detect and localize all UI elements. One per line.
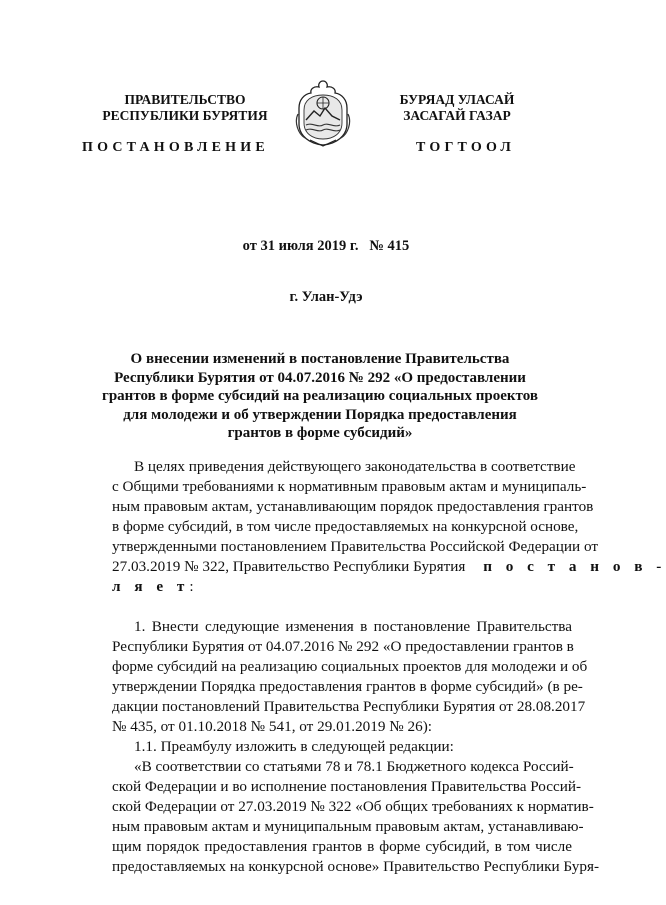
issuer-line-1-bua: БУРЯАД УЛАСАЙ [399, 92, 515, 107]
text-line: утвержденными постановлением Правительства Российской Федерации от [112, 538, 598, 555]
item-1-1-line: 1.1. Преамбулу изложить в следующей редакции: [134, 738, 454, 755]
text-line: ской Федерации и во исполнение постановления Правительства Россий- [112, 778, 582, 795]
text-line: 1. Внести следующие изменения в постановление Правительства [134, 618, 572, 635]
title-line: грантов в форме субсидий» [227, 425, 413, 441]
document-type-ru: ПОСТАНОВЛЕНИЕ [82, 140, 269, 155]
city: г. Улан-Удэ [289, 289, 363, 305]
text-line: дакции постановлений Правительства Республики Бурятия от 28.08.2017 [112, 698, 586, 715]
text-fragment: 27.03.2019 № 322, Правительство Республики Бурятия [112, 558, 466, 575]
text-line: ным правовым актам и муниципальным правовым актам, устанавливаю- [112, 818, 584, 835]
text-line: предоставляемых на конкурсной основе» Правительство Республики Буря- [112, 858, 600, 875]
text-line: ным правовым актам, устанавливающим порядок предоставления грантов [112, 498, 594, 515]
resolves-spaced-word-end: л я е т [112, 578, 190, 595]
issuer-line-1: ПРАВИТЕЛЬСТВО [124, 92, 246, 107]
text-line: форме субсидий на реализацию социальных проектов для молодежи и об [112, 658, 588, 675]
title-line: грантов в форме субсидий на реализацию социальных проектов [102, 388, 538, 404]
text-line: в форме субсидий, в том числе предоставляемых на конкурсной основе, [112, 518, 579, 535]
coat-of-arms-emblem [292, 78, 354, 148]
text-line: «В соответствии со статьями 78 и 78.1 Бюджетного кодекса Россий- [134, 758, 574, 775]
document-type-bua: ТОГТООЛ [416, 140, 516, 155]
text-line: щим порядок предоставления грантов в форме субсидий, в том числе [112, 838, 572, 855]
resolves-spaced-word: п о с т а н о в - [483, 558, 666, 575]
text-line [112, 557, 666, 577]
title-line: О внесении изменений в постановление Правительства [130, 351, 510, 367]
text-line: ской Федерации от 27.03.2019 № 322 «Об общих требованиях к норматив- [112, 798, 594, 815]
text-line [112, 577, 572, 597]
issuer-line-2-bua: ЗАСАГАЙ ГАЗАР [403, 108, 511, 123]
date-and-number: от 31 июля 2019 г. № 415 [242, 238, 410, 254]
text-line: Республики Бурятия от 04.07.2016 № 292 «О предоставлении грантов в [112, 638, 574, 655]
issuer-name-ru [100, 92, 270, 124]
title-line: для молодежи и об утверждении Порядка предоставления [123, 406, 517, 423]
text-line: № 435, от 01.10.2018 № 541, от 29.01.2019 № 26): [112, 718, 433, 735]
issuer-line-2: РЕСПУБЛИКИ БУРЯТИЯ [102, 108, 268, 123]
title-line: Республики Бурятия от 04.07.2016 № 292 «О предоставлении [114, 369, 526, 386]
issuer-name-bua [372, 92, 542, 124]
document-title [90, 350, 550, 443]
text-line: с Общими требованиями к нормативным правовым актам и муниципаль- [112, 478, 587, 495]
text-line: В целях приведения действующего законодательства в соответствие [134, 458, 576, 475]
colon: : [189, 578, 194, 595]
text-line: утверждении Порядка предоставления грантов в форме субсидий» (в ре- [112, 678, 583, 695]
